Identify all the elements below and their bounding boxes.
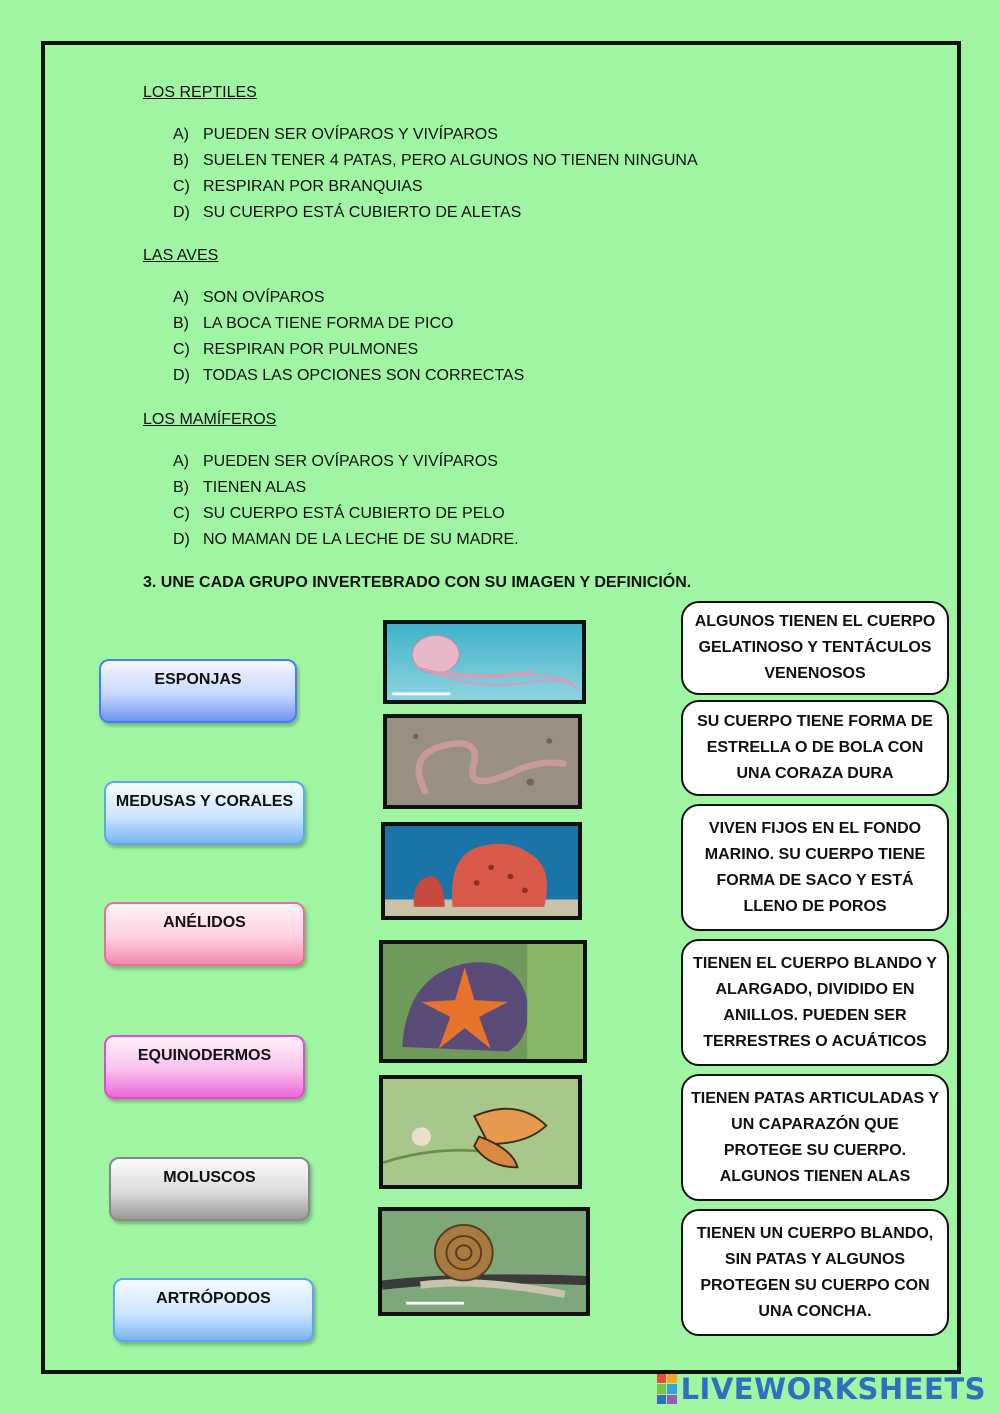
- section-title-aves: LAS AVES: [143, 247, 219, 264]
- sponge-image[interactable]: [381, 822, 582, 920]
- option-reptiles-b[interactable]: B) SUELEN TENER 4 PATAS, PERO ALGUNOS NO TIENEN NINGUNA: [173, 152, 698, 169]
- category-esponjas[interactable]: ESPONJAS: [99, 659, 297, 723]
- category-moluscos[interactable]: MOLUSCOS: [109, 1157, 310, 1221]
- snail-image[interactable]: [378, 1207, 590, 1316]
- option-reptiles-d[interactable]: D) SU CUERPO ESTÁ CUBIERTO DE ALETAS: [173, 204, 522, 221]
- definition-2[interactable]: SU CUERPO TIENE FORMA DE ESTRELLA O DE BOLA CON UNA CORAZA DURA: [681, 700, 949, 796]
- option-reptiles-a[interactable]: A) PUEDEN SER OVÍPAROS Y VIVÍPAROS: [173, 126, 498, 143]
- jellyfish-image[interactable]: [383, 620, 586, 704]
- option-aves-c[interactable]: C) RESPIRAN POR PULMONES: [173, 341, 419, 358]
- category-artropodos[interactable]: ARTRÓPODOS: [113, 1278, 314, 1342]
- definition-3[interactable]: VIVEN FIJOS EN EL FONDO MARINO. SU CUERPO TIENE FORMA DE SACO Y ESTÁ LLENO DE POROS: [681, 804, 949, 931]
- option-mamiferos-d[interactable]: D) NO MAMAN DE LA LECHE DE SU MADRE.: [173, 531, 519, 548]
- definition-4[interactable]: TIENEN EL CUERPO BLANDO Y ALARGADO, DIVIDIDO EN ANILLOS. PUEDEN SER TERRESTRES O ACUÁTICOS: [681, 939, 949, 1066]
- liveworksheets-logo-icon: [657, 1374, 677, 1404]
- starfish-image[interactable]: [379, 940, 587, 1063]
- option-mamiferos-b[interactable]: B) TIENEN ALAS: [173, 479, 307, 496]
- option-aves-d[interactable]: D) TODAS LAS OPCIONES SON CORRECTAS: [173, 367, 525, 384]
- definition-5[interactable]: TIENEN PATAS ARTICULADAS Y UN CAPARAZÓN QUE PROTEGE SU CUERPO. ALGUNOS TIENEN ALAS: [681, 1074, 949, 1201]
- liveworksheets-logo: [657, 1372, 986, 1406]
- definition-6[interactable]: TIENEN UN CUERPO BLANDO, SIN PATAS Y ALGUNOS PROTEGEN SU CUERPO CON UNA CONCHA.: [681, 1209, 949, 1336]
- category-anelidos[interactable]: ANÉLIDOS: [104, 902, 305, 966]
- option-reptiles-c[interactable]: C) RESPIRAN POR BRANQUIAS: [173, 178, 423, 195]
- option-aves-b[interactable]: B) LA BOCA TIENE FORMA DE PICO: [173, 315, 454, 332]
- option-mamiferos-a[interactable]: A) PUEDEN SER OVÍPAROS Y VIVÍPAROS: [173, 453, 498, 470]
- butterfly-image[interactable]: [379, 1075, 582, 1189]
- definition-1[interactable]: ALGUNOS TIENEN EL CUERPO GELATINOSO Y TENTÁCULOS VENENOSOS: [681, 601, 949, 695]
- section-title-reptiles: LOS REPTILES: [143, 84, 257, 101]
- worm-image[interactable]: [383, 714, 582, 809]
- task-heading: 3. UNE CADA GRUPO INVERTEBRADO CON SU IMAGEN Y DEFINICIÓN.: [143, 574, 692, 591]
- category-medusas-corales[interactable]: MEDUSAS Y CORALES: [104, 781, 305, 845]
- option-aves-a[interactable]: A) SON OVÍPAROS: [173, 289, 325, 306]
- brand-name: LIVEWORKSHEETS: [680, 1372, 986, 1406]
- option-mamiferos-c[interactable]: C) SU CUERPO ESTÁ CUBIERTO DE PELO: [173, 505, 505, 522]
- category-equinodermos[interactable]: EQUINODERMOS: [104, 1035, 305, 1099]
- section-title-mamiferos: LOS MAMÍFEROS: [143, 411, 277, 428]
